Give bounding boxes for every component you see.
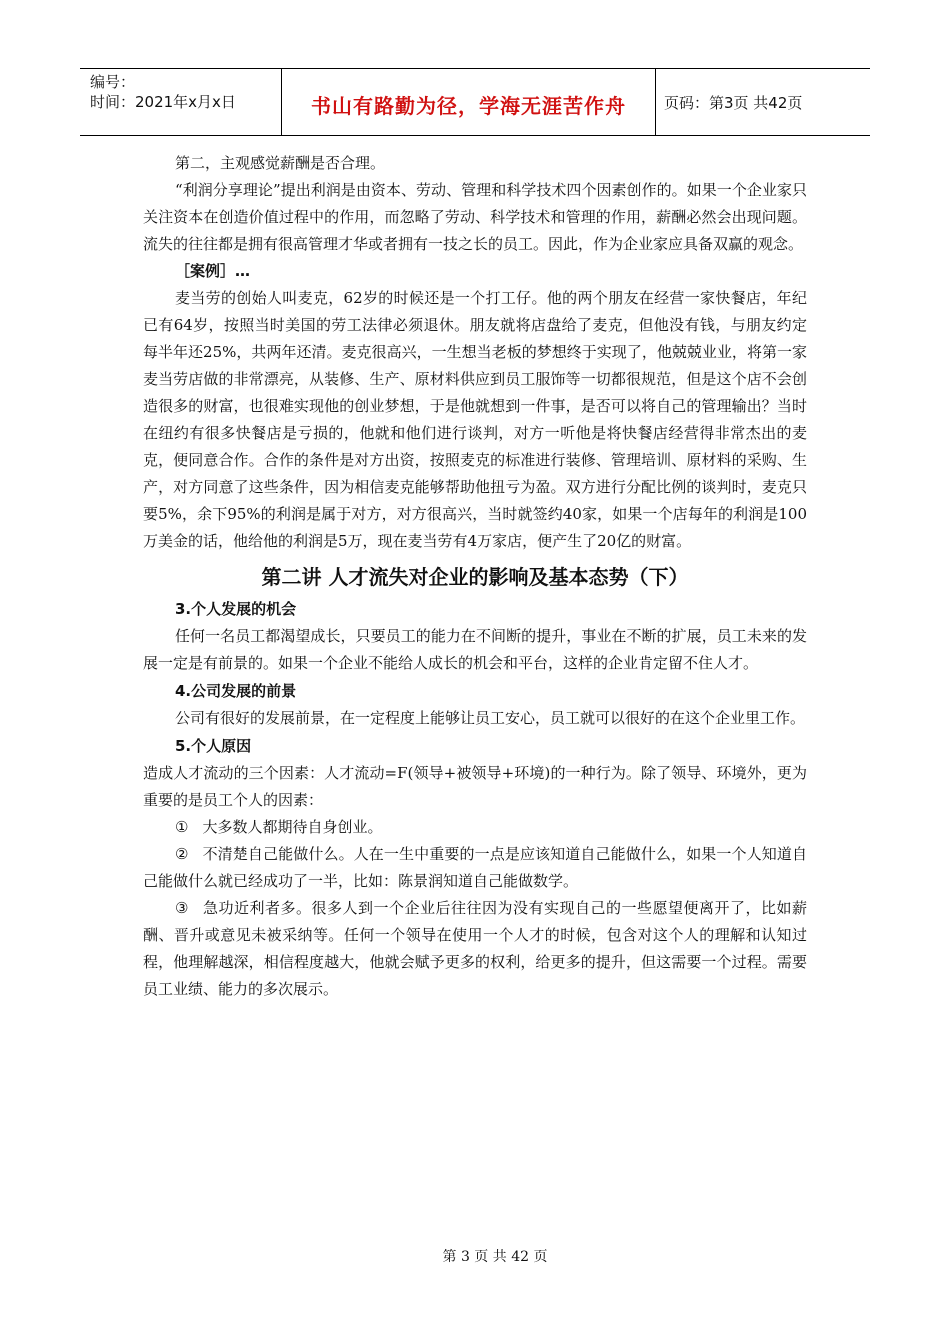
list-number: ① <box>175 818 189 836</box>
paragraph: 公司有很好的发展前景，在一定程度上能够让员工安心，员工就可以很好的在这个企业里工作。 <box>175 709 806 727</box>
header-page-label: 页码：第3页 共42页 <box>664 93 803 112</box>
list-number: ③ <box>175 899 189 917</box>
list-text: 急功近利者多。很多人到一个企业后往往因为没有实现自己的一些愿望便离开了，比如薪酬、晋升或意见未被采纳等。任何一个领导在使用一个人才的时候，包含对这个人的理解和认知过程，他理解越深，相信程度越大，他就会赋予更多的权利，给更多的提升，但这需要一个过程。需要员工业绩、能力的多次展示。 <box>143 899 807 998</box>
subheading: 3.个人发展的机会 <box>175 600 297 618</box>
page-header <box>80 68 870 136</box>
list-text: 大多数人都期待自身创业。 <box>202 818 383 836</box>
list-text: 不清楚自己能做什么。人在一生中重要的一点是应该知道自己能做什么，如果一个人知道自己能做什么就已经成功了一半，比如：陈景润知道自己能做数学。 <box>143 845 807 890</box>
document-body <box>143 150 807 1003</box>
paragraph: 任何一名员工都渴望成长，只要员工的能力在不间断的提升，事业在不断的扩展，员工未来的发展一定是有前景的。如果一个企业不能给人成长的机会和平台，这样的企业肯定留不住人才。 <box>143 627 807 672</box>
document-date-label: 时间：2021年x月x日 <box>90 93 236 111</box>
header-meta <box>80 69 282 135</box>
paragraph: 造成人才流动的三个因素：人才流动=F(领导+被领导+环境)的一种行为。除了领导、环境外，更为重要的是员工个人的因素： <box>143 764 807 809</box>
case-label: ［案例］… <box>175 262 251 280</box>
paragraph: 麦当劳的创始人叫麦克，62岁的时候还是一个打工仔。他的两个朋友在经营一家快餐店，年纪已有64岁，按照当时美国的劳工法律必须退休。朋友就将店盘给了麦克，但他没有钱，与朋友约定每半年还25%，共两年还清。麦克很高兴，一生想当老板的梦想终于实现了，他兢兢业业，将第一家麦当劳店做的非常漂亮，从装修、生产、原材料供应到员工服饰等一切都很规范，但是这个店不会创造很多的财富，也很难实现他的创业梦想，于是他就想到一件事，是否可以将自己的管理输出？当时在纽约有很多快餐店是亏损的，他就和他们进行谈判，对方一听他是将快餐店经营得非常杰出的麦克，便同意合作。合作的条件是对方出资，按照麦克的标准进行装修、管理培训、原材料的采购、生产，对方同意了这些条件，因为相信麦克能够帮助他扭亏为盈。双方进行分配比例的谈判时，麦克只要5%，余下95%的利润是属于对方，对方很高兴，当时就签约40家，如果一个店每年的利润是100万美金的话，他给他的利润是5万，现在麦当劳有4万家店，便产生了20亿的财富。 <box>143 289 807 550</box>
paragraph: “利润分享理论”提出利润是由资本、劳动、管理和科学技术四个因素创作的。如果一个企业家只关注资本在创造价值过程中的作用，而忽略了劳动、科学技术和管理的作用，薪酬必然会出现问题。流失的往往都是拥有很高管理才华或者拥有一技之长的员工。因此，作为企业家应具备双赢的观念。 <box>143 181 807 253</box>
list-number: ② <box>175 845 189 863</box>
header-motto: 书山有路勤为径，学海无涯苦作舟 <box>282 69 656 135</box>
page-footer: 第 3 页 共 42 页 <box>442 1249 548 1265</box>
subheading: 4.公司发展的前景 <box>175 682 297 700</box>
subheading: 5.个人原因 <box>175 737 252 755</box>
document-number-label: 编号： <box>90 73 136 91</box>
paragraph: 第二，主观感觉薪酬是否合理。 <box>175 154 386 172</box>
section-title: 第二讲 人才流失对企业的影响及基本态势（下） <box>261 565 689 589</box>
list-item <box>143 841 807 895</box>
list-item <box>143 814 807 841</box>
list-item <box>143 895 807 1003</box>
